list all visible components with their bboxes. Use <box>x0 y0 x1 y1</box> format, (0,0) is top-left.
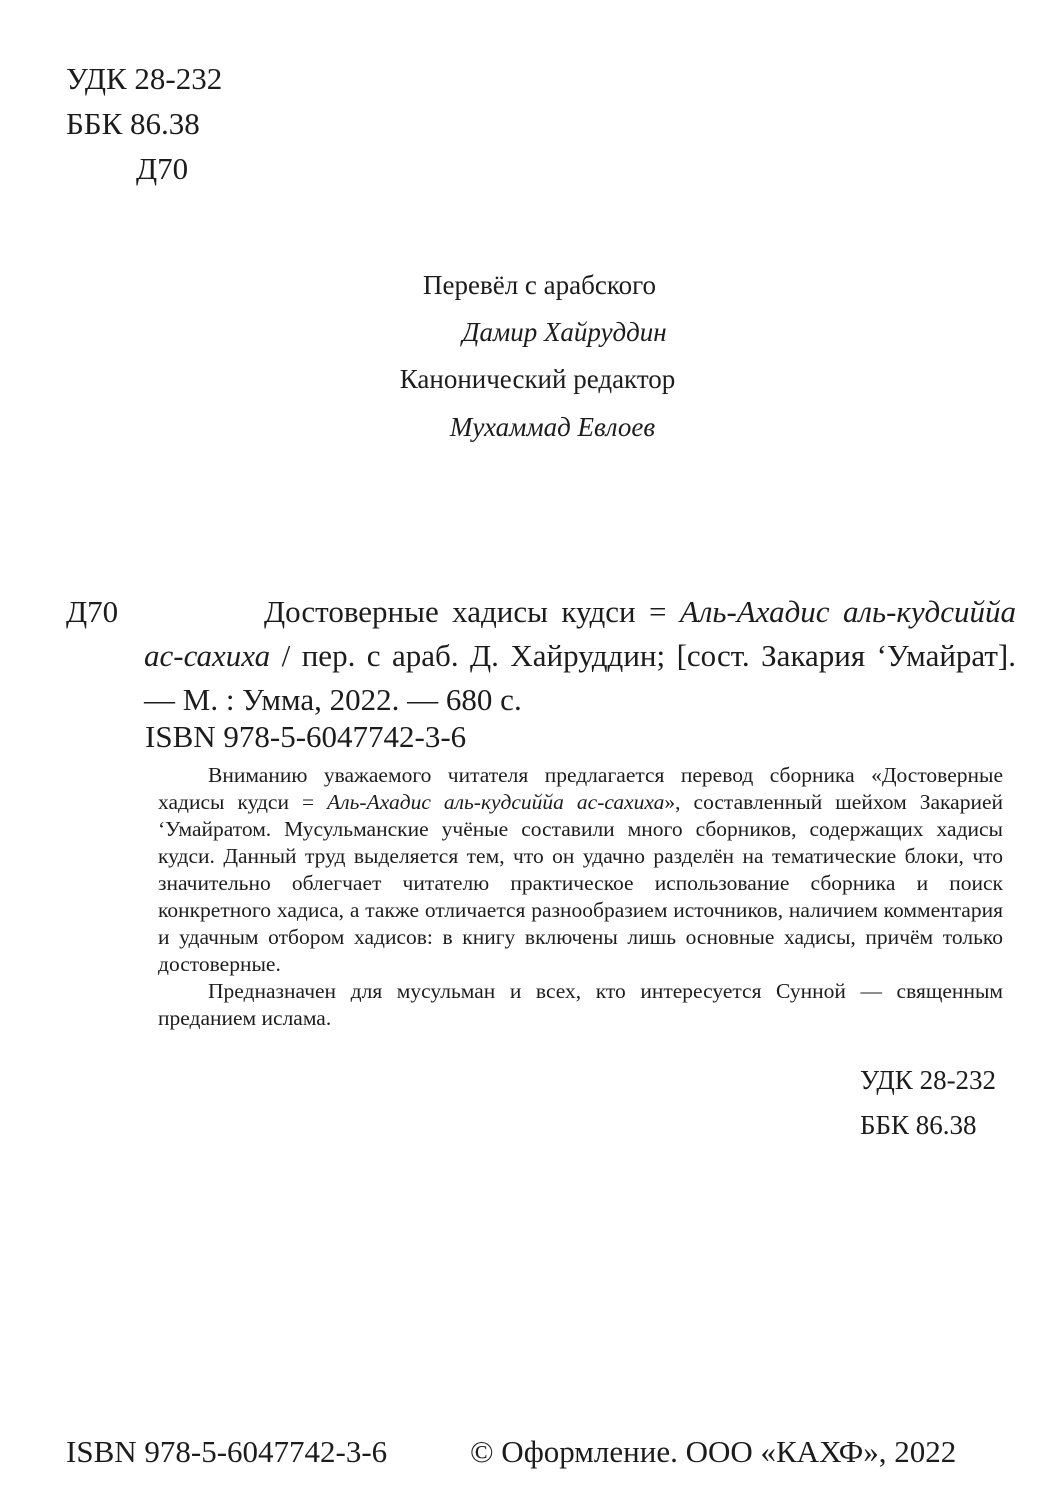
footer-copyright: © Оформление. ООО «КАХФ», 2022 <box>470 1434 957 1469</box>
editor-name: Мухаммад Евлоев <box>449 412 656 442</box>
udk-code: УДК 28-232 <box>66 61 223 96</box>
classification-codes-top <box>66 57 222 192</box>
bib-cutter-code: Д70 <box>66 594 119 629</box>
bbk-code-bottom: ББК 86.38 <box>860 1110 977 1140</box>
translator-role: Перевёл с арабского <box>423 270 656 300</box>
annotation-p1-start: Вниманию уважаемого читателя предлагается перевод сборника «Достоверные хадисы кудси = <box>158 763 1003 814</box>
bib-title-italic-2: ас-сахиха <box>144 638 271 673</box>
annotation-paragraph-2: Предназначен для мусульман и всех, кто интересуется Сунной — священным преданием ислама. <box>158 979 1003 1030</box>
bib-title-plain: Достоверные хадисы кудси = <box>264 594 680 629</box>
bib-title-italic: Аль-Ахадис аль-кудсиййа <box>679 594 1016 629</box>
bib-rest: / пер. с араб. Д. Хайруддин; [сост. Закария ʻУмайрат]. — М. : Умма, 2022. — 680 с. <box>144 638 1016 717</box>
annotation-paragraph-1 <box>158 762 1003 978</box>
footer-isbn: ISBN 978-5-6047742-3-6 <box>66 1434 388 1469</box>
cutter-code: Д70 <box>136 151 189 186</box>
udk-code-bottom: УДК 28-232 <box>860 1065 997 1095</box>
classification-codes-bottom <box>860 1058 996 1148</box>
editor-role: Канонический редактор <box>399 364 676 394</box>
annotation <box>158 762 1003 1032</box>
credits <box>0 262 1049 451</box>
bbk-code: ББК 86.38 <box>66 106 200 141</box>
annotation-p1-italic: Аль-Ахадис аль-кудсиййа ас-сахиха <box>327 790 665 814</box>
bib-isbn: ISBN 978-5-6047742-3-6 <box>145 719 467 754</box>
bib-description <box>144 590 1016 722</box>
translator-name: Дамир Хайруддин <box>462 317 667 347</box>
annotation-p1-end: », составленный шейхом Закарией ʻУмайратом. Мусульманские учёные составили много сборников, содержащих хадисы кудси. Данный труд выделяется тем, что он удачно разделён на тематические блоки, что значительно облегчает читателю практическое использование сборника и поиск конкретного хадиса, а также отличается разнообразием источников, наличием комментария и удачным отбором хадисов: в книгу включены лишь основные хадисы, причём только достоверные. <box>158 790 1004 976</box>
